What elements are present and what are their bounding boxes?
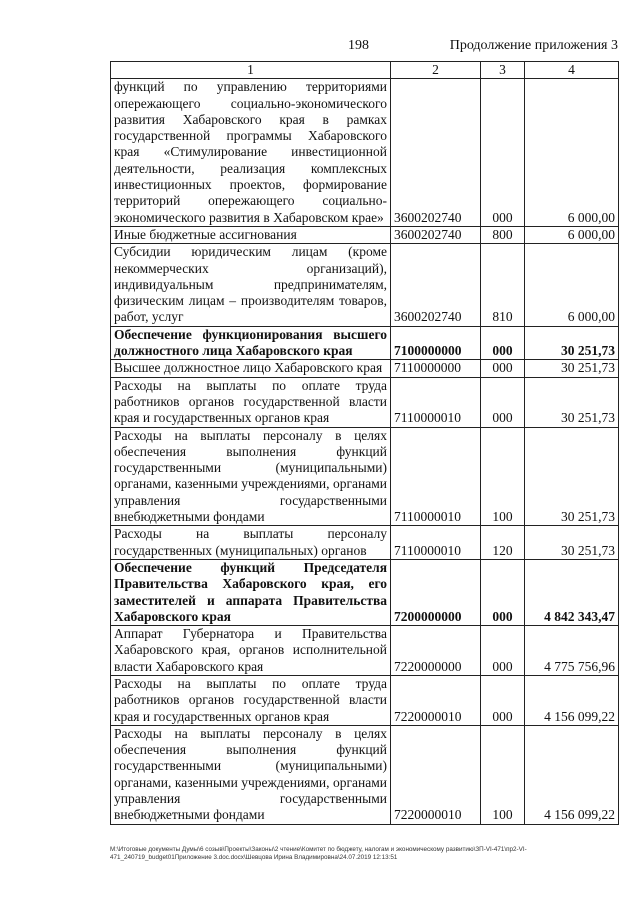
row-amount: 6 000,00 [525,79,619,227]
row-code: 7110000010 [391,377,481,427]
row-description: Обеспечение функций Председателя Правительства Хабаровского края, его заместителей и аппарата Правительства Хабаровского края [111,559,391,625]
row-expense-type: 120 [481,526,525,560]
table-row [111,626,619,676]
row-description: Расходы на выплаты по оплате труда работников органов государственной власти края и государственных органов края [111,377,391,427]
page-header [0,38,640,58]
table-row [111,725,619,824]
column-header-3: 3 [481,62,525,79]
row-description: Расходы на выплаты персоналу в целях обеспечения выполнения функций государственными (муниципальными) органами, казенными учреждениями, органами управления государственными внебюджетными фондами [111,427,391,526]
row-code: 7200000000 [391,559,481,625]
row-amount: 4 156 099,22 [525,675,619,725]
row-description: Аппарат Губернатора и Правительства Хабаровского края, органов исполнительной власти Хабаровского края [111,626,391,676]
row-description: Расходы на выплаты персоналу государственных (муниципальных) органов [111,526,391,560]
row-amount: 30 251,73 [525,526,619,560]
table-row [111,226,619,243]
row-expense-type: 100 [481,725,525,824]
row-code: 7100000000 [391,326,481,360]
row-amount: 30 251,73 [525,326,619,360]
table-row [111,377,619,427]
row-description: функций по управлению территориями опережающего социально-экономического развития Хабаровского края в рамках государственной программы Хабаровского края «Стимулирование инвестиционной деятельности, реализация комплексных инвестиционных проектов, формирование территорий опережающего социально-экономического развития в Хабаровском крае» [111,79,391,227]
row-expense-type: 000 [481,79,525,227]
row-expense-type: 000 [481,377,525,427]
column-header-4: 4 [525,62,619,79]
row-expense-type: 000 [481,326,525,360]
row-amount: 4 775 756,96 [525,626,619,676]
column-header-1: 1 [111,62,391,79]
row-code: 3600202740 [391,226,481,243]
row-code: 3600202740 [391,79,481,227]
table-row [111,526,619,560]
row-code: 7110000010 [391,526,481,560]
row-code: 7220000000 [391,626,481,676]
file-path-footer: M:\Итоговые документы Думы\6 созыв\Проекты\Законы\2 чтение\Комитет по бюджету, налогам и экономическому развитию\ЗП-VI-471\пр2-VI-471_240719_budget01Приложение 3.doc.docx\Шевцова Ирина Владимировна\24.07.2019 12:13:51 [110,846,527,861]
row-expense-type: 000 [481,626,525,676]
column-header-2: 2 [391,62,481,79]
row-expense-type: 000 [481,559,525,625]
row-expense-type: 810 [481,244,525,326]
continuation-label: Продолжение приложения 3 [449,38,618,53]
row-code: 3600202740 [391,244,481,326]
row-amount: 4 842 343,47 [525,559,619,625]
column-numbers-row [111,62,619,79]
row-expense-type: 000 [481,675,525,725]
table-row [111,244,619,326]
table-body [111,79,619,824]
row-description: Субсидии юридическим лицам (кроме некоммерческих организаций), индивидуальным предпринимателям, физическим лицам – производителям товаров, работ, услуг [111,244,391,326]
row-amount: 6 000,00 [525,244,619,326]
row-amount: 4 156 099,22 [525,725,619,824]
row-amount: 30 251,73 [525,377,619,427]
table-row [111,675,619,725]
table-row [111,427,619,526]
row-code: 7220000010 [391,675,481,725]
row-expense-type: 800 [481,226,525,243]
row-expense-type: 000 [481,360,525,377]
row-description: Иные бюджетные ассигнования [111,226,391,243]
row-description: Расходы на выплаты персоналу в целях обеспечения выполнения функций государственными (муниципальными) органами, казенными учреждениями, органами управления государственными внебюджетными фондами [111,725,391,824]
table-row [111,79,619,227]
row-description: Высшее должностное лицо Хабаровского края [111,360,391,377]
row-expense-type: 100 [481,427,525,526]
table-row [111,559,619,625]
row-description: Обеспечение функционирования высшего должностного лица Хабаровского края [111,326,391,360]
row-amount: 30 251,73 [525,427,619,526]
budget-table [110,61,619,825]
row-description: Расходы на выплаты по оплате труда работников органов государственной власти края и государственных органов края [111,675,391,725]
table-row [111,360,619,377]
page-number: 198 [348,38,369,53]
row-code: 7110000010 [391,427,481,526]
row-code: 7110000000 [391,360,481,377]
table-row [111,326,619,360]
row-amount: 30 251,73 [525,360,619,377]
row-code: 7220000010 [391,725,481,824]
row-amount: 6 000,00 [525,226,619,243]
